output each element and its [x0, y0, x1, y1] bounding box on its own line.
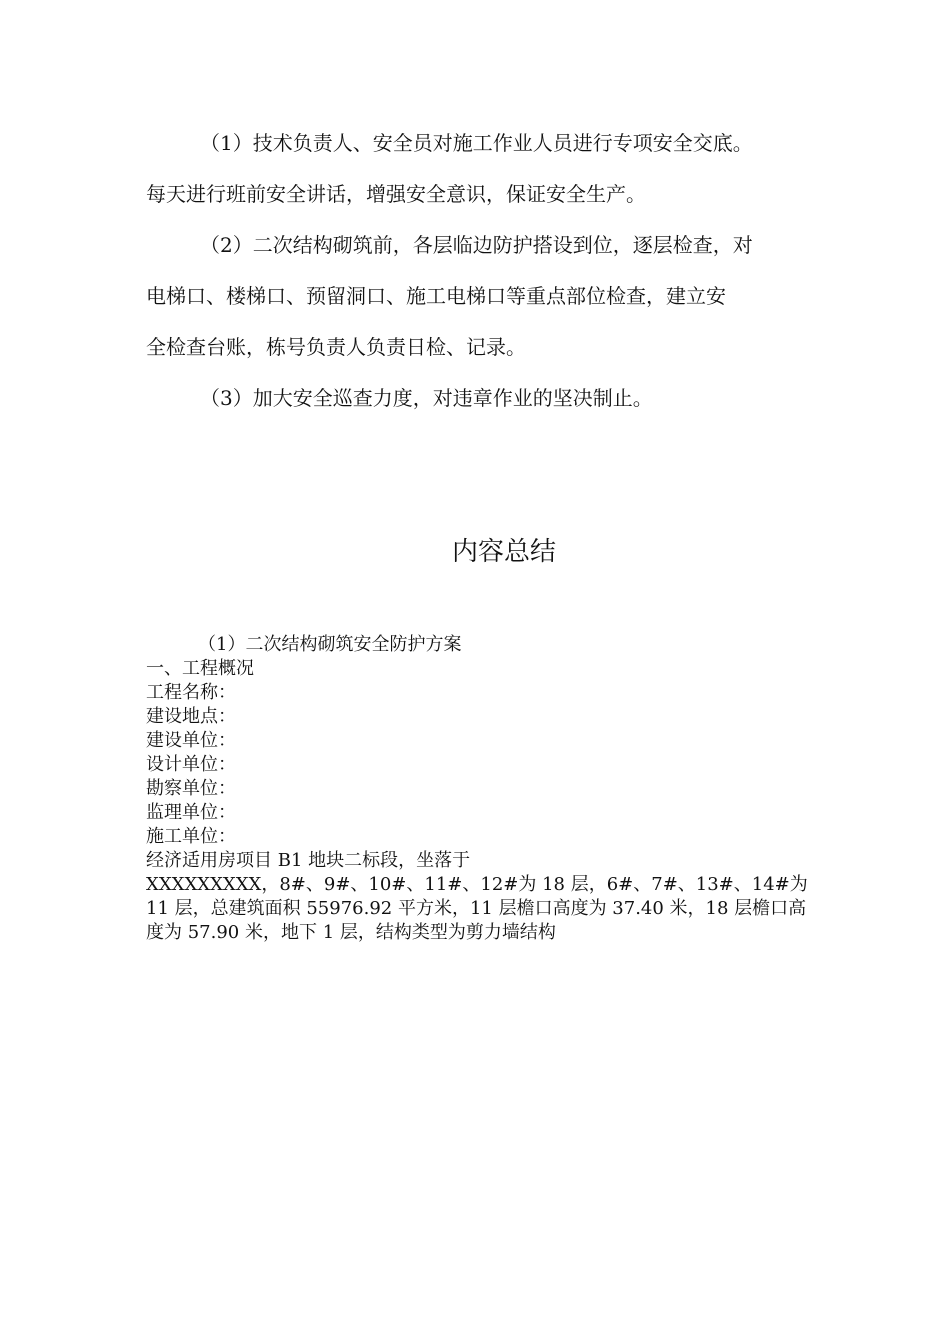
field-project-name: 工程名称：: [146, 682, 236, 703]
field-supervision-unit: 监理单位：: [146, 802, 236, 823]
safety-measures-section: [146, 118, 806, 424]
field-owner-unit: 建设单位：: [146, 730, 236, 751]
field-contractor-unit: 施工单位：: [146, 826, 236, 847]
summary-heading: （1）二次结构砌筑安全防护方案: [198, 634, 462, 655]
measure-1-line-1: （1）技术负责人、安全员对施工作业人员进行专项安全交底。: [200, 131, 753, 155]
field-survey-unit: 勘察单位：: [146, 778, 236, 799]
measure-2-line-3: 全检查台账，栋号负责人负责日检、记录。: [146, 335, 526, 359]
measure-2-line-2: 电梯口、楼梯口、预留洞口、施工电梯口等重点部位检查，建立安: [146, 284, 726, 308]
field-design-unit: 设计单位：: [146, 754, 236, 775]
section-heading: 一、工程概况: [146, 658, 254, 679]
project-description-line-1: 经济适用房项目 B1 地块二标段，坐落于: [146, 850, 471, 871]
project-description-body: XXXXXXXXX，8#、9#、10#、11#、12#为 18 层，6#、7#、13#、14#为 11 层，总建筑面积 55976.92 平方米，11 层檐口高度为 37.40 米，18 层檐口高度为 57.90 米，地下 1 层，结构类型为剪力墙结构: [146, 874, 808, 943]
field-construction-site: 建设地点：: [146, 706, 236, 727]
summary-body: [146, 633, 811, 945]
measure-1-line-2: 每天进行班前安全讲话，增强安全意识，保证安全生产。: [146, 182, 646, 206]
measure-2-line-1: （2）二次结构砌筑前，各层临边防护搭设到位，逐层检查，对: [200, 233, 753, 257]
summary-title: 内容总结: [451, 537, 556, 567]
measure-3-line-1: （3）加大安全巡查力度，对违章作业的坚决制止。: [200, 386, 653, 410]
